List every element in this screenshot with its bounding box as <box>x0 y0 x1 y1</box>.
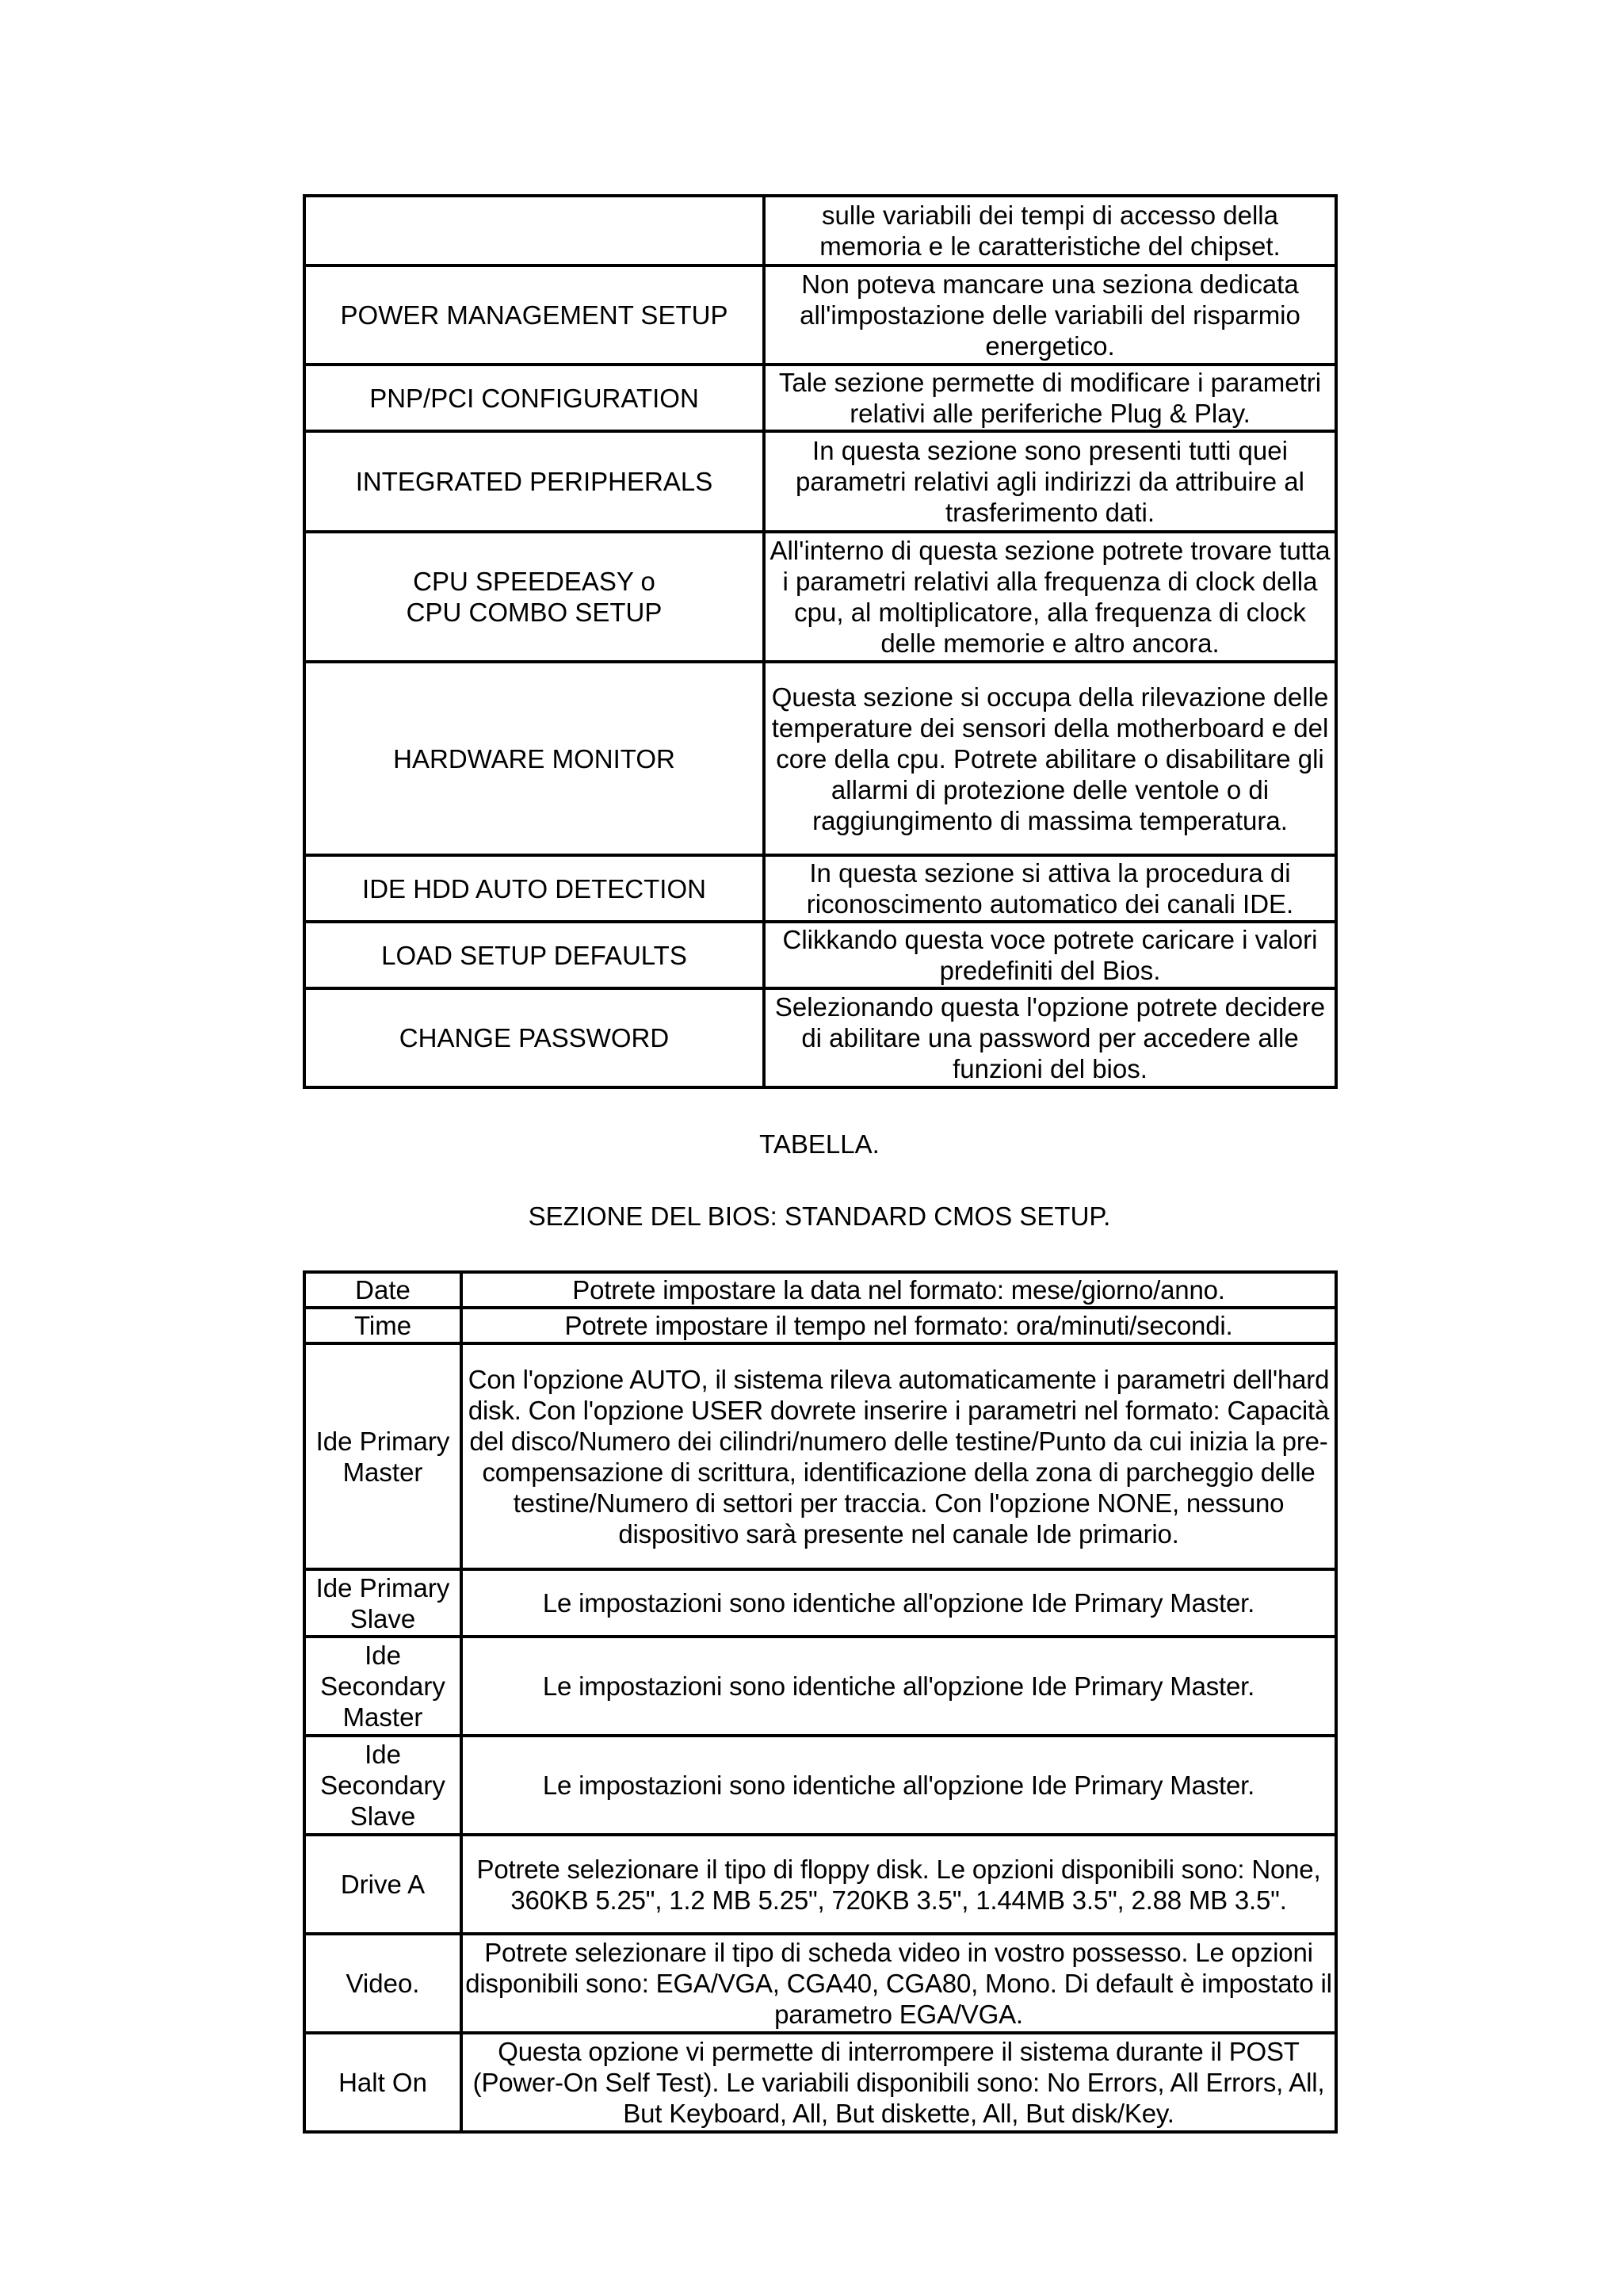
section-description: Tale sezione permette di modificare i parametri relativi alle periferiche Plug & Play. <box>764 365 1336 431</box>
section-name: POWER MANAGEMENT SETUP <box>304 266 764 365</box>
table-row <box>304 266 1336 365</box>
table-row <box>304 1934 1336 2033</box>
table-row <box>304 2033 1336 2132</box>
section-description: Non poteva mancare una seziona dedicata all'impostazione delle variabili del risparmio energetico. <box>764 266 1336 365</box>
option-name: Drive A <box>304 1835 461 1934</box>
table-row <box>304 1308 1336 1343</box>
table-caption: TABELLA. <box>759 1129 880 1159</box>
table-row <box>304 988 1336 1087</box>
table-row <box>304 365 1336 431</box>
table-row <box>304 662 1336 855</box>
section-description: sulle variabili dei tempi di accesso della memoria e le caratteristiche del chipset. <box>764 196 1336 266</box>
section-description: All'interno di questa sezione potrete trovare tutta i parametri relativi alla frequenza di clock della cpu, al moltiplicatore, alla frequenza di clock delle memorie e altro ancora. <box>764 532 1336 662</box>
section-heading: SEZIONE DEL BIOS: STANDARD CMOS SETUP. <box>528 1201 1111 1231</box>
option-name: Time <box>304 1308 461 1343</box>
option-name: Ide Secondary Master <box>304 1637 461 1736</box>
option-description: Le impostazioni sono identiche all'opzione Ide Primary Master. <box>461 1736 1336 1835</box>
table-row <box>304 431 1336 532</box>
option-description: Potrete impostare la data nel formato: mese/giorno/anno. <box>461 1272 1336 1308</box>
option-name: Date <box>304 1272 461 1308</box>
table-row <box>304 855 1336 922</box>
option-name: Ide Primary Master <box>304 1343 461 1569</box>
table-row <box>304 1736 1336 1835</box>
option-name: Video. <box>304 1934 461 2033</box>
section-name: CHANGE PASSWORD <box>304 988 764 1087</box>
table-row <box>304 1569 1336 1637</box>
option-name: Ide Secondary Slave <box>304 1736 461 1835</box>
table-row <box>304 1637 1336 1736</box>
option-description: Le impostazioni sono identiche all'opzione Ide Primary Master. <box>461 1637 1336 1736</box>
option-description: Potrete selezionare il tipo di scheda video in vostro possesso. Le opzioni disponibili sono: EGA/VGA, CGA40, CGA80, Mono. Di default è impostato il parametro EGA/VGA. <box>461 1934 1336 2033</box>
bios-sections-table <box>303 194 1338 1089</box>
option-description: Potrete selezionare il tipo di floppy disk. Le opzioni disponibili sono: None, 360KB 5.25", 1.2 MB 5.25", 720KB 3.5", 1.44MB 3.5", 2.88 MB 3.5". <box>461 1835 1336 1934</box>
table-row <box>304 532 1336 662</box>
table-row <box>304 922 1336 988</box>
table-row <box>304 1835 1336 1934</box>
section-name: IDE HDD AUTO DETECTION <box>304 855 764 922</box>
section-name: PNP/PCI CONFIGURATION <box>304 365 764 431</box>
section-description: Clikkando questa voce potrete caricare i valori predefiniti del Bios. <box>764 922 1336 988</box>
section-name: INTEGRATED PERIPHERALS <box>304 431 764 532</box>
option-description: Le impostazioni sono identiche all'opzione Ide Primary Master. <box>461 1569 1336 1637</box>
section-name: LOAD SETUP DEFAULTS <box>304 922 764 988</box>
section-description: In questa sezione sono presenti tutti quei parametri relativi agli indirizzi da attribuire al trasferimento dati. <box>764 431 1336 532</box>
cmos-setup-table <box>303 1270 1338 2134</box>
option-description: Potrete impostare il tempo nel formato: ora/minuti/secondi. <box>461 1308 1336 1343</box>
option-description: Questa opzione vi permette di interrompere il sistema durante il POST (Power-On Self Test). Le variabili disponibili sono: No Errors, All Errors, All, But Keyboard, All, But diskette, All, But disk/Key. <box>461 2033 1336 2132</box>
section-description: In questa sezione si attiva la procedura di riconoscimento automatico dei canali IDE. <box>764 855 1336 922</box>
section-name: HARDWARE MONITOR <box>304 662 764 855</box>
section-name: CPU SPEEDEASY o CPU COMBO SETUP <box>304 532 764 662</box>
option-name: Halt On <box>304 2033 461 2132</box>
table-row <box>304 1343 1336 1569</box>
section-name <box>304 196 764 266</box>
table-row <box>304 196 1336 266</box>
section-description: Questa sezione si occupa della rilevazione delle temperature dei sensori della motherboard e del core della cpu. Potrete abilitare o disabilitare gli allarmi di protezione delle ventole o di raggiungimento di massima temperatura. <box>764 662 1336 855</box>
table-row <box>304 1272 1336 1308</box>
option-description: Con l'opzione AUTO, il sistema rileva automaticamente i parametri dell'hard disk. Con l'opzione USER dovrete inserire i parametri nel formato: Capacità del disco/Numero dei cilindri/numero delle testine/Punto da cui inizia la pre-compensazione di scrittura, identificazione della zona di parcheggio delle testine/Numero di settori per traccia. Con l'opzione NONE, nessuno dispositivo sarà presente nel canale Ide primario. <box>461 1343 1336 1569</box>
section-description: Selezionando questa l'opzione potrete decidere di abilitare una password per accedere alle funzioni del bios. <box>764 988 1336 1087</box>
option-name: Ide Primary Slave <box>304 1569 461 1637</box>
